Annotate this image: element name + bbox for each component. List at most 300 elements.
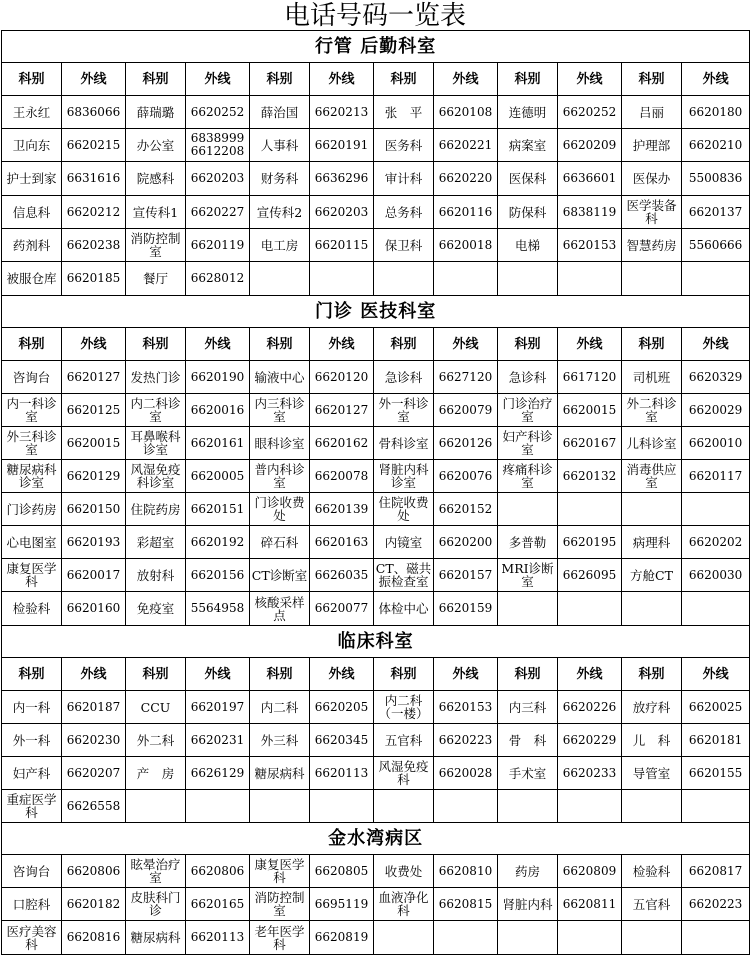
table-row (2, 162, 750, 196)
phone-number-cell: 6620132 (558, 460, 622, 493)
dept-name-cell (622, 790, 682, 823)
dept-name-cell: 薛治国 (250, 96, 310, 129)
dept-name-cell: 智慧药房 (622, 229, 682, 262)
phone-number-cell: 6620185 (62, 262, 126, 296)
dept-name-cell: 糖尿病科 (250, 757, 310, 790)
dept-name-cell: 医保科 (498, 162, 558, 196)
phone-number-cell: 6620151 (186, 493, 250, 526)
column-header-row (2, 63, 750, 96)
phone-number-cell: 6627120 (434, 361, 498, 394)
phone-number-cell: 6620231 (186, 724, 250, 757)
table-row (2, 888, 750, 921)
dept-name-cell: 咨询台 (2, 361, 62, 394)
table-row (2, 757, 750, 790)
phone-number-cell: 6838999 6612208 (186, 129, 250, 162)
phone-number-cell (186, 790, 250, 823)
dept-name-cell: 碎石科 (250, 526, 310, 559)
table-row (2, 790, 750, 823)
dept-name-cell: 药剂科 (2, 229, 62, 262)
phone-number-cell: 6620230 (62, 724, 126, 757)
column-header-dept: 科别 (126, 658, 186, 691)
dept-name-cell (498, 790, 558, 823)
section-title: 临床科室 (2, 626, 750, 658)
dept-name-cell (374, 262, 434, 296)
column-header-dept: 科别 (498, 658, 558, 691)
dept-name-cell: 连德明 (498, 96, 558, 129)
dept-name-cell: 皮肤科门诊 (126, 888, 186, 921)
dept-name-cell: 保卫科 (374, 229, 434, 262)
dept-name-cell: 疼痛科诊室 (498, 460, 558, 493)
phone-number-cell: 6620815 (434, 888, 498, 921)
phone-number-cell: 6620156 (186, 559, 250, 592)
phone-number-cell (682, 262, 750, 296)
column-header-dept: 科别 (622, 328, 682, 361)
dept-name-cell: 宣传科2 (250, 196, 310, 229)
column-header-ext: 外线 (62, 658, 126, 691)
dept-name-cell: 心电图室 (2, 526, 62, 559)
section-header-row (2, 31, 750, 63)
dept-name-cell: 内二科 (250, 691, 310, 724)
dept-name-cell: 内二科诊室 (126, 394, 186, 427)
dept-name-cell: 急诊科 (498, 361, 558, 394)
phone-number-cell (682, 921, 750, 955)
phone-number-cell: 6620117 (682, 460, 750, 493)
phone-number-cell (558, 921, 622, 955)
column-header-dept: 科别 (2, 63, 62, 96)
phone-number-cell: 6620025 (682, 691, 750, 724)
dept-name-cell: 外三科 (250, 724, 310, 757)
dept-name-cell: 导管室 (622, 757, 682, 790)
phone-number-cell (310, 790, 374, 823)
dept-name-cell: 口腔科 (2, 888, 62, 921)
dept-name-cell: 手术室 (498, 757, 558, 790)
phone-number-cell: 6631616 (62, 162, 126, 196)
phone-number-cell: 6620155 (682, 757, 750, 790)
phone-number-cell: 6636601 (558, 162, 622, 196)
column-header-ext: 外线 (186, 658, 250, 691)
phone-number-cell (558, 262, 622, 296)
table-row (2, 855, 750, 888)
phone-number-cell: 6620215 (62, 129, 126, 162)
column-header-dept: 科别 (250, 328, 310, 361)
column-header-dept: 科别 (126, 63, 186, 96)
phone-number-cell: 6620017 (62, 559, 126, 592)
dept-name-cell: 王永红 (2, 96, 62, 129)
dept-name-cell: 收费处 (374, 855, 434, 888)
phone-number-cell: 6695119 (310, 888, 374, 921)
dept-name-cell: 门诊治疗室 (498, 394, 558, 427)
section-title: 门诊 医技科室 (2, 296, 750, 328)
dept-name-cell: 免疫室 (126, 592, 186, 626)
dept-name-cell (622, 921, 682, 955)
phone-number-cell: 6620195 (558, 526, 622, 559)
phone-number-cell: 6620229 (558, 724, 622, 757)
dept-name-cell: 住院药房 (126, 493, 186, 526)
phone-number-cell: 6620203 (186, 162, 250, 196)
phone-number-cell: 6620810 (434, 855, 498, 888)
phone-number-cell: 6620115 (310, 229, 374, 262)
phone-number-cell: 6620139 (310, 493, 374, 526)
dept-name-cell: 外二科诊室 (622, 394, 682, 427)
table-row (2, 526, 750, 559)
table-row (2, 493, 750, 526)
dept-name-cell (374, 921, 434, 955)
column-header-dept: 科别 (622, 658, 682, 691)
dept-name-cell: 内二科（一楼） (374, 691, 434, 724)
phone-number-cell: 6620030 (682, 559, 750, 592)
table-row (2, 921, 750, 955)
dept-name-cell: CCU (126, 691, 186, 724)
column-header-ext: 外线 (434, 328, 498, 361)
phone-number-cell: 6636296 (310, 162, 374, 196)
phone-number-cell: 6620015 (62, 427, 126, 460)
phone-number-cell: 6620209 (558, 129, 622, 162)
phone-number-cell: 6620190 (186, 361, 250, 394)
phone-number-cell: 6620077 (310, 592, 374, 626)
table-row (2, 196, 750, 229)
dept-name-cell: 消毒供应室 (622, 460, 682, 493)
phone-number-cell (682, 493, 750, 526)
column-header-ext: 外线 (310, 63, 374, 96)
table-row (2, 724, 750, 757)
phone-number-cell (434, 790, 498, 823)
phone-number-cell: 6620018 (434, 229, 498, 262)
dept-name-cell: 病理科 (622, 526, 682, 559)
dept-name-cell: 五官科 (374, 724, 434, 757)
dept-name-cell: 发热门诊 (126, 361, 186, 394)
phone-number-cell: 6620162 (310, 427, 374, 460)
phone-number-cell: 6620076 (434, 460, 498, 493)
phone-number-cell: 6620153 (434, 691, 498, 724)
column-header-dept: 科别 (622, 63, 682, 96)
phone-number-cell: 6620202 (682, 526, 750, 559)
dept-name-cell: 防保科 (498, 196, 558, 229)
dept-name-cell: 财务科 (250, 162, 310, 196)
dept-name-cell: 宣传科1 (126, 196, 186, 229)
phone-number-cell: 6620819 (310, 921, 374, 955)
phone-number-cell: 6620127 (310, 394, 374, 427)
dept-name-cell: 医保办 (622, 162, 682, 196)
table-row (2, 559, 750, 592)
column-header-ext: 外线 (682, 328, 750, 361)
phone-number-cell: 6620126 (434, 427, 498, 460)
table-row (2, 129, 750, 162)
phone-number-cell: 6620016 (186, 394, 250, 427)
dept-name-cell: 电梯 (498, 229, 558, 262)
dept-name-cell: 检验科 (2, 592, 62, 626)
phone-number-cell (310, 262, 374, 296)
phone-number-cell: 6626558 (62, 790, 126, 823)
phone-number-cell: 6620120 (310, 361, 374, 394)
column-header-ext: 外线 (62, 328, 126, 361)
column-header-row (2, 328, 750, 361)
dept-name-cell: 康复医学科 (2, 559, 62, 592)
phone-number-cell: 6620197 (186, 691, 250, 724)
phone-number-cell: 6626129 (186, 757, 250, 790)
phone-number-cell: 6626095 (558, 559, 622, 592)
table-row (2, 262, 750, 296)
dept-name-cell (622, 592, 682, 626)
column-header-dept: 科别 (498, 328, 558, 361)
dept-name-cell: 司机班 (622, 361, 682, 394)
column-header-dept: 科别 (2, 658, 62, 691)
column-header-row (2, 658, 750, 691)
dept-name-cell: 血液净化科 (374, 888, 434, 921)
phone-number-cell: 6620226 (558, 691, 622, 724)
phone-number-cell: 6620220 (434, 162, 498, 196)
dept-name-cell: 彩超室 (126, 526, 186, 559)
dept-name-cell: 消防控制室 (250, 888, 310, 921)
dept-name-cell: 内镜室 (374, 526, 434, 559)
phone-number-cell: 6620119 (186, 229, 250, 262)
phone-number-cell: 6620079 (434, 394, 498, 427)
dept-name-cell: 咨询台 (2, 855, 62, 888)
phone-number-cell: 6620165 (186, 888, 250, 921)
dept-name-cell: 护理部 (622, 129, 682, 162)
table-row (2, 592, 750, 626)
column-header-ext: 外线 (62, 63, 126, 96)
dept-name-cell: 门诊药房 (2, 493, 62, 526)
dept-name-cell: 护士到家 (2, 162, 62, 196)
dept-name-cell: 输液中心 (250, 361, 310, 394)
column-header-ext: 外线 (434, 658, 498, 691)
dept-name-cell (622, 262, 682, 296)
dept-name-cell: 骨 科 (498, 724, 558, 757)
dept-name-cell (498, 493, 558, 526)
column-header-ext: 外线 (186, 328, 250, 361)
dept-name-cell (250, 790, 310, 823)
dept-name-cell: 医疗美容科 (2, 921, 62, 955)
phone-number-cell: 6620345 (310, 724, 374, 757)
phone-number-cell: 6620010 (682, 427, 750, 460)
phone-number-cell: 6620015 (558, 394, 622, 427)
dept-name-cell: 肾脏内科诊室 (374, 460, 434, 493)
dept-name-cell: 急诊科 (374, 361, 434, 394)
dept-name-cell: 产 房 (126, 757, 186, 790)
dept-name-cell: 张 平 (374, 96, 434, 129)
phone-number-cell: 6620223 (682, 888, 750, 921)
column-header-ext: 外线 (558, 63, 622, 96)
phone-number-cell: 6620238 (62, 229, 126, 262)
column-header-ext: 外线 (682, 63, 750, 96)
phone-number-cell: 6620078 (310, 460, 374, 493)
dept-name-cell: 病案室 (498, 129, 558, 162)
dept-name-cell (498, 262, 558, 296)
dept-name-cell: 重症医学科 (2, 790, 62, 823)
table-row (2, 460, 750, 493)
dept-name-cell: 信息科 (2, 196, 62, 229)
column-header-ext: 外线 (558, 658, 622, 691)
dept-name-cell: MRI诊断室 (498, 559, 558, 592)
dept-name-cell: 办公室 (126, 129, 186, 162)
section-header-row (2, 823, 750, 855)
dept-name-cell: 普内科诊室 (250, 460, 310, 493)
dept-name-cell: 儿 科 (622, 724, 682, 757)
phone-number-cell: 6620127 (62, 361, 126, 394)
phone-number-cell: 6620806 (62, 855, 126, 888)
phone-number-cell: 6620227 (186, 196, 250, 229)
column-header-dept: 科别 (126, 328, 186, 361)
phone-number-cell: 6620108 (434, 96, 498, 129)
phone-number-cell: 6620811 (558, 888, 622, 921)
dept-name-cell (374, 790, 434, 823)
section-title: 金水湾病区 (2, 823, 750, 855)
table-row (2, 394, 750, 427)
phone-number-cell: 6620181 (682, 724, 750, 757)
dept-name-cell: 风湿免疫科 (374, 757, 434, 790)
phone-number-cell: 6620809 (558, 855, 622, 888)
phone-number-cell: 6620163 (310, 526, 374, 559)
dept-name-cell: 外一科 (2, 724, 62, 757)
dept-name-cell: 糖尿病科诊室 (2, 460, 62, 493)
dept-name-cell: 方舱CT (622, 559, 682, 592)
dept-name-cell: 电工房 (250, 229, 310, 262)
phone-number-cell: 6620192 (186, 526, 250, 559)
phone-number-cell: 6626035 (310, 559, 374, 592)
column-header-ext: 外线 (310, 328, 374, 361)
column-header-ext: 外线 (558, 328, 622, 361)
dept-name-cell (498, 921, 558, 955)
column-header-dept: 科别 (2, 328, 62, 361)
phone-number-cell: 6620212 (62, 196, 126, 229)
dept-name-cell: 外一科诊室 (374, 394, 434, 427)
phone-number-cell: 6617120 (558, 361, 622, 394)
column-header-dept: 科别 (250, 63, 310, 96)
column-header-dept: 科别 (374, 658, 434, 691)
phone-number-cell: 6620193 (62, 526, 126, 559)
phone-number-cell: 6620252 (558, 96, 622, 129)
column-header-ext: 外线 (434, 63, 498, 96)
phone-number-cell: 6838119 (558, 196, 622, 229)
dept-name-cell: 内三科 (498, 691, 558, 724)
dept-name-cell: 医学装备科 (622, 196, 682, 229)
phone-number-cell: 6620252 (186, 96, 250, 129)
dept-name-cell: 耳鼻喉科诊室 (126, 427, 186, 460)
phone-number-cell: 6620182 (62, 888, 126, 921)
dept-name-cell: 餐厅 (126, 262, 186, 296)
dept-name-cell: 门诊收费处 (250, 493, 310, 526)
dept-name-cell (498, 592, 558, 626)
phone-number-cell (434, 262, 498, 296)
phone-number-cell: 6620152 (434, 493, 498, 526)
phone-number-cell: 6620167 (558, 427, 622, 460)
phone-number-cell: 6620233 (558, 757, 622, 790)
dept-name-cell: 内三科诊室 (250, 394, 310, 427)
dept-name-cell: 吕丽 (622, 96, 682, 129)
dept-name-cell: 老年医学科 (250, 921, 310, 955)
dept-name-cell: 消防控制室 (126, 229, 186, 262)
dept-name-cell: 总务科 (374, 196, 434, 229)
phone-number-cell: 5500836 (682, 162, 750, 196)
phone-number-cell: 6620160 (62, 592, 126, 626)
phone-number-cell: 6620129 (62, 460, 126, 493)
section-header-row (2, 296, 750, 328)
table-row (2, 691, 750, 724)
dept-name-cell: 放射科 (126, 559, 186, 592)
phone-number-cell: 5560666 (682, 229, 750, 262)
phone-number-cell: 6620203 (310, 196, 374, 229)
dept-name-cell: 被服仓库 (2, 262, 62, 296)
dept-name-cell: 多普勒 (498, 526, 558, 559)
phone-number-cell (558, 493, 622, 526)
phone-number-cell: 6620125 (62, 394, 126, 427)
column-header-dept: 科别 (250, 658, 310, 691)
dept-name-cell: 糖尿病科 (126, 921, 186, 955)
section-title: 行管 后勤科室 (2, 31, 750, 63)
dept-name-cell: 内一科诊室 (2, 394, 62, 427)
dept-name-cell: 眩晕治疗室 (126, 855, 186, 888)
dept-name-cell: 肾脏内科 (498, 888, 558, 921)
dept-name-cell: 人事科 (250, 129, 310, 162)
phone-number-cell: 5564958 (186, 592, 250, 626)
phone-number-cell: 6620806 (186, 855, 250, 888)
phone-number-cell: 6620210 (682, 129, 750, 162)
dept-name-cell: 风湿免疫科诊室 (126, 460, 186, 493)
phone-number-cell: 6620180 (682, 96, 750, 129)
table-row (2, 427, 750, 460)
phone-number-cell: 6620157 (434, 559, 498, 592)
column-header-ext: 外线 (682, 658, 750, 691)
dept-name-cell: 眼科诊室 (250, 427, 310, 460)
table-row (2, 361, 750, 394)
phone-number-cell: 6620205 (310, 691, 374, 724)
column-header-ext: 外线 (186, 63, 250, 96)
dept-name-cell: 妇产科诊室 (498, 427, 558, 460)
phone-number-cell: 6620213 (310, 96, 374, 129)
phone-number-cell (682, 790, 750, 823)
column-header-ext: 外线 (310, 658, 374, 691)
dept-name-cell: CT诊断室 (250, 559, 310, 592)
phone-number-cell: 6620116 (434, 196, 498, 229)
page-title: 电话号码一览表 (283, 1, 466, 31)
dept-name-cell: 妇产科 (2, 757, 62, 790)
dept-name-cell: 外二科 (126, 724, 186, 757)
dept-name-cell: 薛瑞璐 (126, 96, 186, 129)
phone-number-cell (558, 790, 622, 823)
phone-number-cell (434, 921, 498, 955)
phone-number-cell: 6620207 (62, 757, 126, 790)
column-header-dept: 科别 (374, 328, 434, 361)
dept-name-cell: 内一科 (2, 691, 62, 724)
phone-number-cell: 6620223 (434, 724, 498, 757)
dept-name-cell: 院感科 (126, 162, 186, 196)
dept-name-cell (622, 493, 682, 526)
dept-name-cell (126, 790, 186, 823)
phone-number-cell: 6620159 (434, 592, 498, 626)
column-header-dept: 科别 (374, 63, 434, 96)
dept-name-cell: 卫向东 (2, 129, 62, 162)
phone-directory-table (1, 30, 750, 955)
phone-number-cell (682, 592, 750, 626)
dept-name-cell: CT、磁共振检查室 (374, 559, 434, 592)
phone-number-cell: 6620200 (434, 526, 498, 559)
dept-name-cell: 儿科诊室 (622, 427, 682, 460)
dept-name-cell: 外三科诊室 (2, 427, 62, 460)
dept-name-cell (250, 262, 310, 296)
phone-number-cell: 6620153 (558, 229, 622, 262)
dept-name-cell: 药房 (498, 855, 558, 888)
phone-number-cell: 6620137 (682, 196, 750, 229)
dept-name-cell: 放疗科 (622, 691, 682, 724)
phone-number-cell: 6620329 (682, 361, 750, 394)
phone-number-cell: 6620150 (62, 493, 126, 526)
phone-number-cell: 6620221 (434, 129, 498, 162)
dept-name-cell: 核酸采样点 (250, 592, 310, 626)
dept-name-cell: 住院收费处 (374, 493, 434, 526)
phone-number-cell: 6620817 (682, 855, 750, 888)
dept-name-cell: 康复医学科 (250, 855, 310, 888)
dept-name-cell: 五官科 (622, 888, 682, 921)
